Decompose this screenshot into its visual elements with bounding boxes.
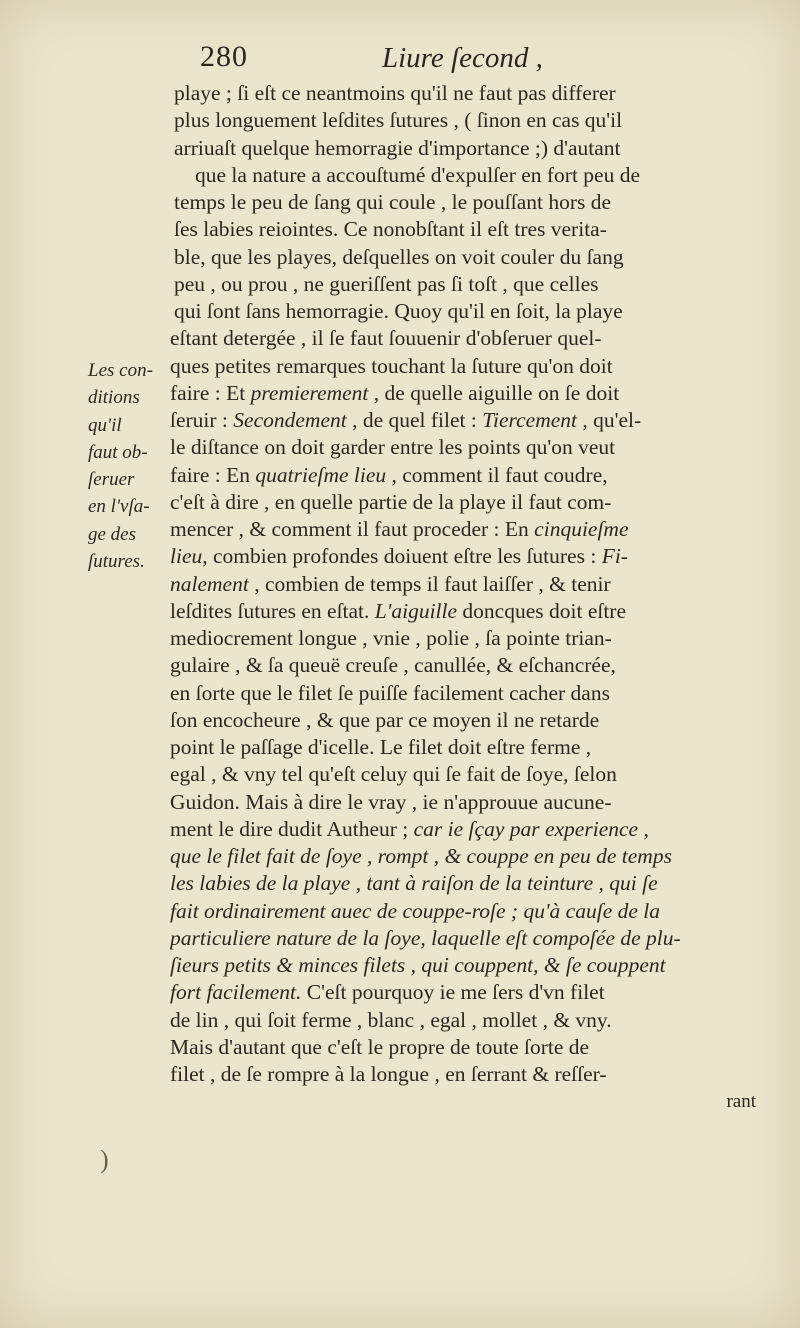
roman-text: que la nature a accouſtumé d'expulſer en fort peu de [195,162,641,187]
text-line [170,135,770,162]
italic-text: cinquieſme [534,517,629,541]
roman-text: ques petites remarques touchant la ſuture qu'on doit [170,353,613,378]
marginal-note [88,357,170,575]
italic-text: les labies de la playe , tant à raiſon de la teinture , qui ſe [170,871,658,896]
marginal-note-line: ge des [88,523,137,545]
roman-text: mediocrement longue , vnie , polie , ſa pointe trian- [170,626,612,650]
italic-text: car ie ſçay par experience , [413,816,649,841]
roman-text: ſeruir : [170,408,234,432]
text-line [170,925,770,952]
page-header [0,40,800,84]
text-line [170,598,770,625]
italic-text: lieu [170,544,203,569]
text-line [170,816,770,843]
italic-text: quatrieſme lieu [255,462,387,487]
roman-text: leſdites ſutures en eſtat. [170,598,375,623]
roman-text: C'eſt pourquoy ie me ſers d'vn filet [301,980,605,1005]
roman-text: ſon encocheure , & que par ce moyen il ne retarde [170,707,600,732]
roman-text: , comment il faut coudre, [386,462,608,487]
italic-text: ſieurs petits & minces filets , qui couppent, & ſe couppent [170,953,666,977]
text-line [170,707,770,734]
roman-text: filet , de ſe rompre à la longue , en ſerrant & reſſer- [170,1062,607,1086]
text-line [170,462,770,489]
text-line [170,898,770,925]
roman-text: ment le dire dudit Autheur ; [170,816,414,841]
marginal-note-line: faut ob- [88,441,148,463]
text-line [170,571,770,598]
text-line [170,734,770,761]
roman-text: de lin , qui ſoit ferme , blanc , egal , mollet , & vny. [170,1007,612,1032]
roman-text: Guidon. Mais à dire le vray , ie n'approuue aucune- [170,789,612,814]
italic-text: nalement [170,571,249,596]
text-line [170,380,770,407]
text-line [170,1061,770,1088]
roman-text: , de quel filet : [346,408,483,432]
text-line [170,652,770,679]
page-number: 280 [200,40,248,73]
italic-text: que le filet fait de ſoye , rompt , & couppe en peu de temps [170,844,672,868]
marginal-note-line: Les con- [88,360,153,381]
italic-text: L'aiguille [374,598,458,623]
text-line [170,107,770,134]
roman-text: faire : Et [170,380,251,405]
text-line [170,680,770,707]
roman-text: , qu'el- [576,408,642,432]
italic-text: fait ordinairement auec de couppe-roſe ; qu'à cauſe de la [170,898,661,923]
marginal-note-line: ſutures. [88,550,145,572]
italic-text: Tiercement [482,408,577,432]
text-line [170,843,770,870]
roman-text: c'eſt à dire , en quelle partie de la playe il faut com- [170,489,612,514]
roman-text: eſtant detergée , il ſe faut ſouuenir d'obſeruer quel- [170,326,602,351]
roman-text: plus longuement leſdites ſutures , ( ſinon en cas qu'il [174,108,623,133]
text-line [170,353,770,380]
roman-text: egal , & vny tel qu'eſt celuy qui ſe fait de ſoye, ſelon [170,762,617,787]
roman-text: rant [726,1091,756,1113]
text-line [170,543,770,570]
italic-text: Fi- [601,544,628,569]
text-line [170,434,770,461]
marginal-note-line: qu'il [88,414,122,436]
text-line [170,1007,770,1034]
body-text [170,80,770,1116]
italic-text: premierement [250,380,369,405]
text-line [170,189,770,216]
text-line [170,216,770,243]
text-line [170,625,770,652]
italic-text: particuliere nature de la ſoye, laquelle eſt compoſée de plu- [170,925,681,950]
roman-text: peu , ou prou , ne gueriſſent pas ſi toſt , que celles [174,271,599,296]
text-line [170,489,770,516]
marginal-note-line: en l'vſa- [88,496,150,518]
text-line [170,244,770,271]
marginal-note-line: ditions [88,387,140,409]
italic-text: fort facilement. [170,980,302,1005]
roman-text: arriuaſt quelque hemorragie d'importance ;) d'autant [174,135,621,160]
roman-text: ſes labies reiointes. Ce nonobſtant il eſt tres verita- [174,217,607,242]
roman-text: , de quelle aiguille on ſe doit [368,380,620,405]
roman-text: ble, que les playes, deſquelles on voit couler du ſang [174,244,624,269]
text-line [170,271,770,298]
text-line [170,162,770,189]
italic-text: Secondement [233,408,347,432]
text-line [170,80,770,107]
roman-text: Mais d'autant que c'eſt le propre de toute ſorte de [170,1034,590,1059]
text-line [170,952,770,979]
text-line [170,407,770,434]
text-line [170,298,770,325]
margin-mark: ) [100,1145,109,1174]
roman-text: le diſtance on doit garder entre les points qu'on veut [170,435,616,460]
roman-text: mencer , & comment il faut proceder : En [170,517,535,541]
roman-text: en ſorte que le filet ſe puiſſe facilement cacher dans [170,680,610,705]
roman-text: point le paſſage d'icelle. Le filet doit eſtre ferme , [170,735,592,759]
marginal-note-line: ſeruer [88,469,135,490]
text-line [170,870,770,897]
text-line [170,761,770,788]
text-line [170,789,770,816]
roman-text: , combien de temps il faut laiſſer , & tenir [248,571,611,596]
roman-text: faire : En [170,462,256,487]
text-line [170,516,770,543]
roman-text: temps le peu de ſang qui coule , le pouſſant hors de [174,190,612,214]
roman-text: doncques doit eſtre [457,598,627,623]
text-line [170,325,770,352]
roman-text: qui ſont ſans hemorragie. Quoy qu'il en ſoit, la playe [174,299,623,323]
text-line [170,1034,770,1061]
roman-text: gulaire , & ſa queuë creuſe , canullée, & eſchancrée, [170,653,616,678]
roman-text: playe ; ſi eſt ce neantmoins qu'il ne faut pas differer [174,81,616,105]
text-line [170,1088,770,1115]
running-title: Liure ſecond , [382,42,543,74]
roman-text: , combien profondes doiuent eſtre les ſutures : [202,544,602,569]
text-line [170,979,770,1006]
